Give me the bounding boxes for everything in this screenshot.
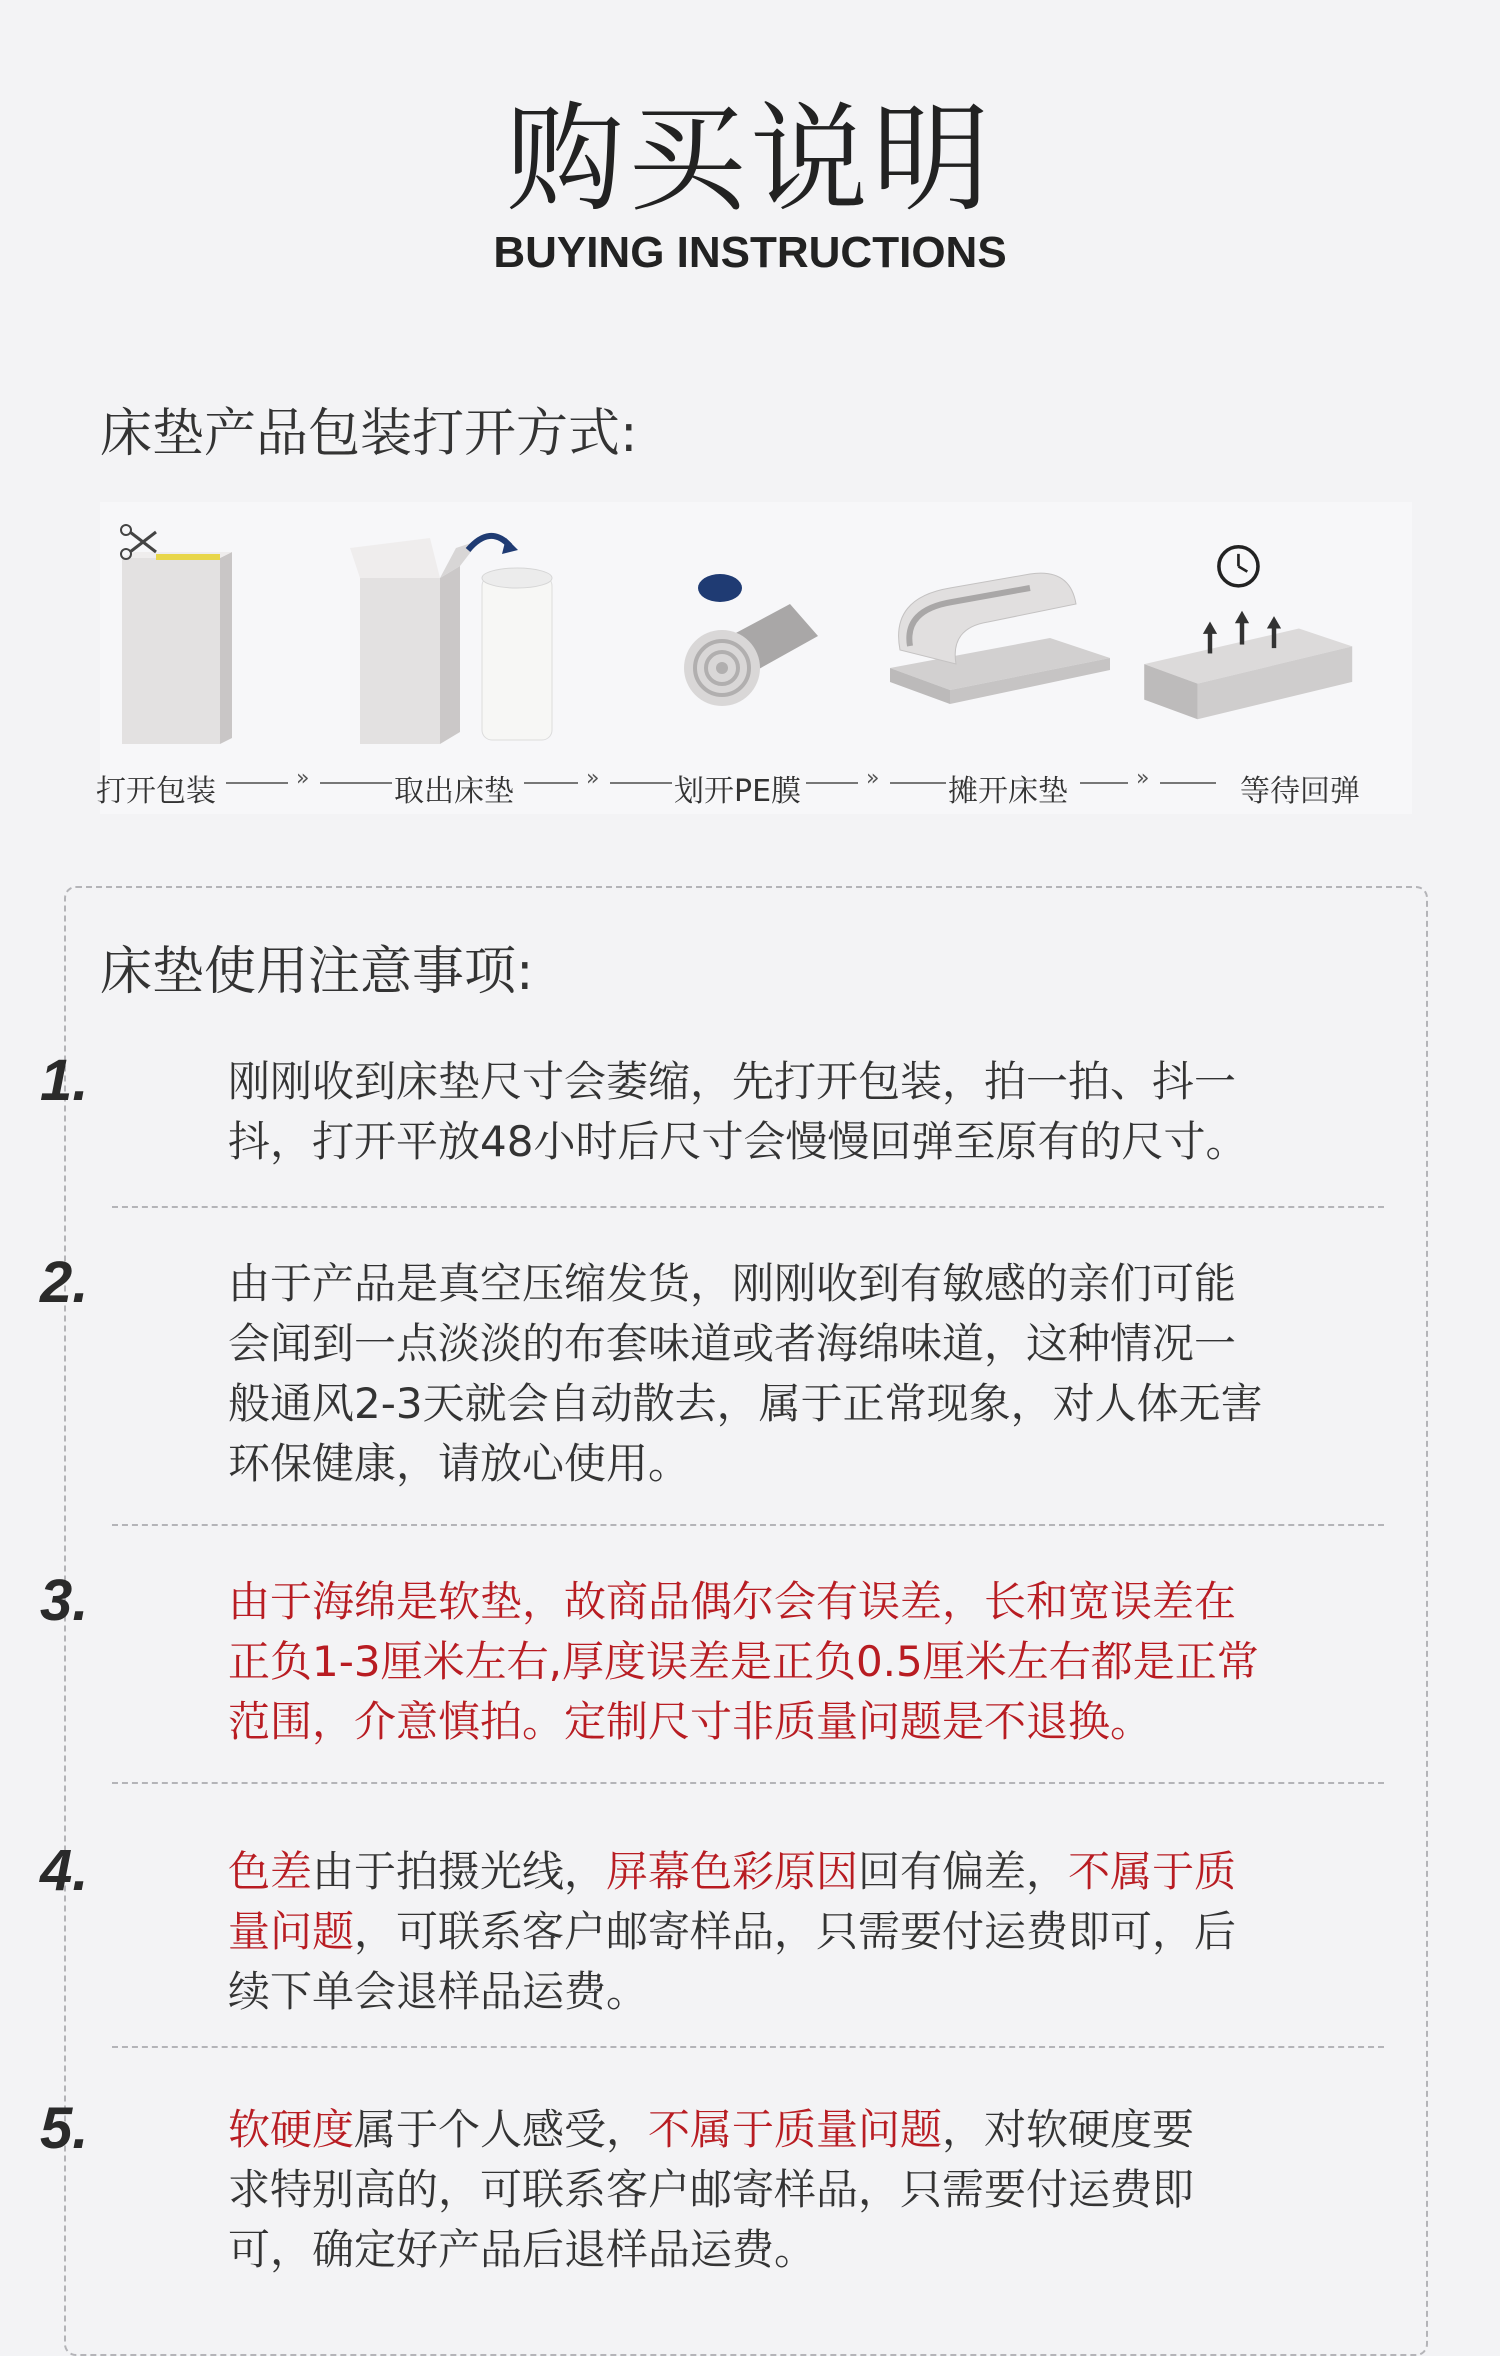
step-label-take-out: 取出床垫	[394, 774, 514, 809]
step-label-cut-film: 划开PE膜	[674, 774, 802, 809]
note-number: 5.	[40, 2096, 89, 2161]
step-label-open-package: 打开包装	[96, 774, 216, 809]
arrow-connector: »	[1080, 770, 1234, 790]
notes-heading: 床垫使用注意事项:	[100, 942, 534, 1002]
arrow-connector: »	[226, 770, 392, 790]
arrow-connector: »	[524, 770, 672, 790]
note-5-text: 软硬度属于个人感受，不属于质量问题，对软硬度要 求特别高的，可联系客户邮寄样品，只需要付运费即 可，确定好产品后退样品运费。	[228, 2105, 1195, 2274]
page-title: 购买说明	[505, 90, 994, 228]
step-label-unroll: 摊开床垫	[948, 774, 1068, 809]
scissors-box-icon	[100, 518, 340, 748]
note-3-text: 由于海绵是软垫，故商品偶尔会有误差，长和宽误差在 正负1-3厘米左右,厚度误差是正负0.5厘米左右都是正常 范围，介意慎拍。定制尺寸非质量问题是不退换。	[228, 1577, 1259, 1746]
open-box-roll-icon	[350, 518, 590, 748]
packaging-heading: 床垫产品包装打开方式:	[100, 404, 638, 464]
page-subtitle: BUYING INSTRUCTIONS	[493, 228, 1007, 277]
arrow-connector: »	[806, 770, 946, 790]
unrolling-mattress-icon	[880, 518, 1120, 748]
note-divider	[112, 2046, 1384, 2048]
note-number: 2.	[40, 1250, 89, 1315]
note-4-text: 色差由于拍摄光线，屏幕色彩原因回有偏差，不属于质 量问题，可联系客户邮寄样品，只需要付运费即可，后 续下单会退样品运费。	[228, 1847, 1237, 2016]
note-2-text: 由于产品是真空压缩发货，刚刚收到有敏感的亲们可能 会闻到一点淡淡的布套味道或者海绵味道，这种情况一 般通风2-3天就会自动散去，属于正常现象，对人体无害 环保健康，请放心使用。	[228, 1259, 1263, 1488]
note-number: 4.	[40, 1838, 89, 1903]
note-divider	[112, 1782, 1384, 1784]
clock-expanding-mattress-icon	[1130, 518, 1370, 748]
note-divider	[112, 1206, 1384, 1208]
packaging-steps-panel	[96, 502, 1412, 814]
step-label-wait-rebound: 等待回弹	[1240, 774, 1360, 809]
note-number: 3.	[40, 1568, 89, 1633]
rolled-mattress-icon	[620, 518, 860, 748]
note-divider	[112, 1524, 1384, 1526]
note-number: 1.	[40, 1048, 89, 1113]
note-1-text: 刚刚收到床垫尺寸会萎缩，先打开包装，拍一拍、抖一 抖，打开平放48小时后尺寸会慢慢回弹至原有的尺寸。	[228, 1057, 1248, 1166]
